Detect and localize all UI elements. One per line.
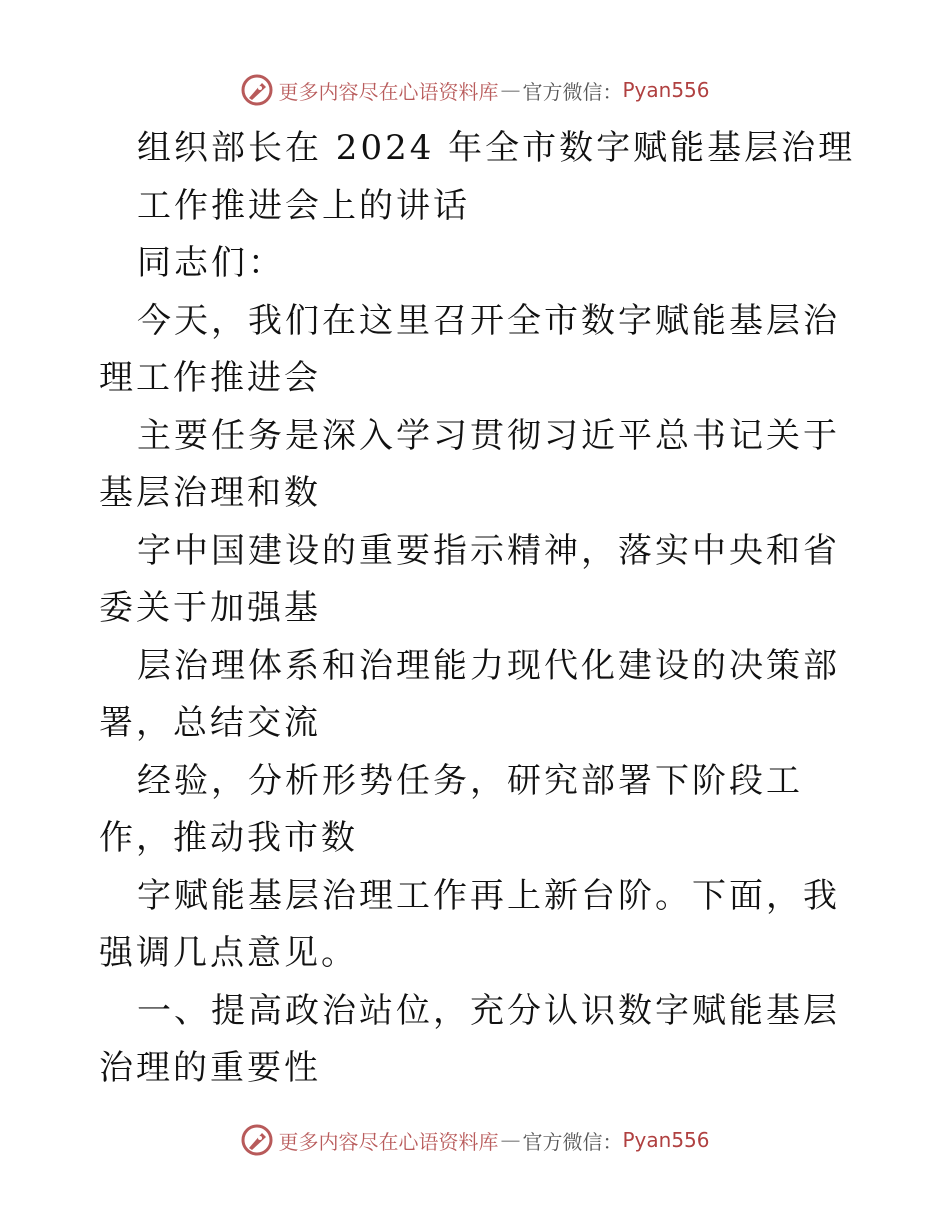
document-body (99, 120, 859, 1098)
paragraph: 层治理体系和治理能力现代化建设的决策部署，总结交流 (99, 645, 840, 743)
salutation: 同志们： (137, 243, 285, 283)
pen-nib-icon (240, 1123, 274, 1157)
watermark-separator: — (500, 78, 521, 102)
watermark-text: 更多内容尽在心语资料库 (278, 1129, 499, 1154)
document-title-line-1: 组织部长在 2024 年全市数字赋能基层治理 (137, 128, 856, 168)
watermark-wechat-label: 官方微信： (522, 1129, 623, 1154)
watermark-wechat-id: Pyan556 (622, 78, 710, 102)
paragraph: 今天，我们在这里召开全市数字赋能基层治理工作推进会 (99, 300, 840, 398)
watermark-separator: — (500, 1128, 521, 1152)
watermark-banner-top (0, 70, 950, 110)
paragraph: 主要任务是深入学习贯彻习近平总书记关于基层治理和数 (99, 415, 840, 513)
watermark-wechat-id: Pyan556 (622, 1128, 710, 1152)
pen-nib-icon (240, 73, 274, 107)
watermark-text: 更多内容尽在心语资料库 (278, 79, 499, 104)
paragraph: 经验，分析形势任务，研究部署下阶段工作，推动我市数 (99, 760, 803, 858)
paragraph: 字赋能基层治理工作再上新台阶。下面，我强调几点意见。 (99, 875, 840, 973)
document-title-line-2: 工作推进会上的讲话 (137, 185, 470, 226)
watermark-wechat-label: 官方微信： (522, 79, 623, 104)
paragraph: 字中国建设的重要指示精神，落实中央和省委关于加强基 (99, 530, 840, 628)
section-heading: 一、提高政治站位，充分认识数字赋能基层治理的重要性 (99, 990, 840, 1088)
watermark-banner-bottom (0, 1120, 950, 1160)
